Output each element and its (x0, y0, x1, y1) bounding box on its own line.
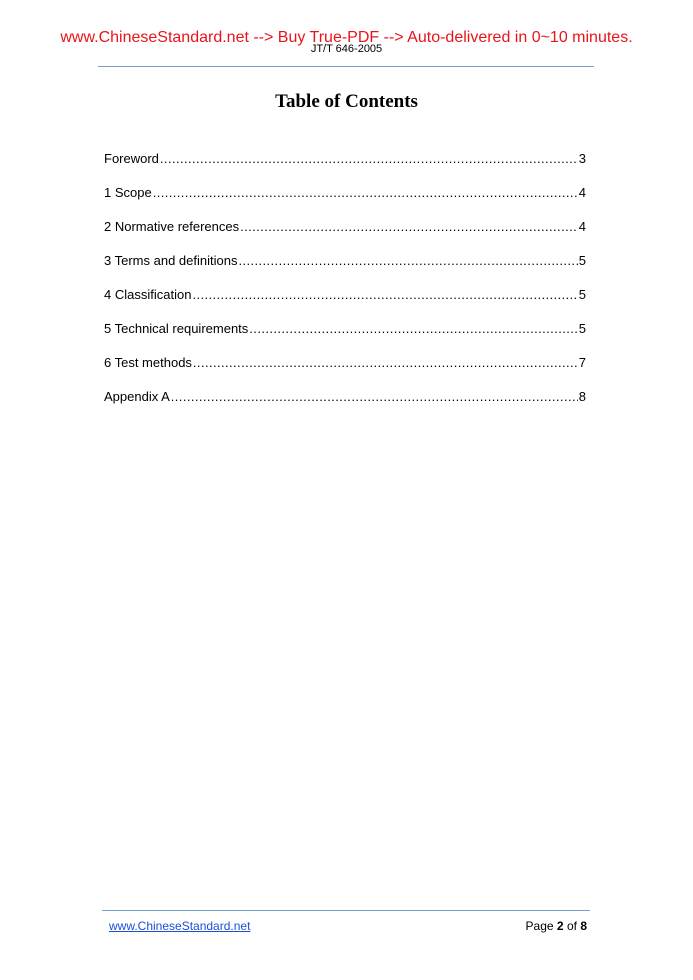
toc-entry-terms-and-definitions[interactable] (104, 252, 586, 286)
toc-entry-page: 4 (578, 219, 586, 234)
dot-leader (240, 218, 578, 236)
dot-leader (160, 150, 578, 168)
toc-title: Table of Contents (275, 91, 418, 112)
footer-website-link[interactable]: www.ChineseStandard.net (109, 919, 251, 933)
toc-entry-foreword[interactable] (104, 150, 586, 184)
toc-entry-page: 5 (578, 253, 586, 268)
toc-entry-label: 5 Technical requirements (104, 321, 249, 336)
toc-entry-appendix-a[interactable] (104, 388, 586, 422)
dot-leader (193, 354, 578, 372)
watermark-banner: www.ChineseStandard.net --> Buy True-PDF --> Auto-delivered in 0~10 minutes. (60, 29, 633, 46)
toc-entry-technical-requirements[interactable] (104, 320, 586, 354)
dot-leader (249, 320, 577, 338)
dot-leader (153, 184, 578, 202)
toc-entry-label: 3 Terms and definitions (104, 253, 238, 268)
toc-entry-page: 4 (578, 185, 586, 200)
toc-entry-page: 7 (578, 355, 586, 370)
toc-entry-page: 3 (578, 151, 586, 166)
toc-entry-page: 5 (578, 287, 586, 302)
dot-leader (171, 388, 578, 406)
toc-entry-page: 5 (578, 321, 586, 336)
toc-entry-label: Foreword (104, 151, 159, 166)
toc-entry-page: 8 (578, 389, 586, 404)
toc-entry-classification[interactable] (104, 286, 586, 320)
toc-list (104, 150, 586, 422)
header-divider (98, 66, 594, 67)
dot-leader (238, 252, 577, 270)
current-page-number: 2 (556, 919, 564, 933)
page-indicator (526, 919, 587, 934)
document-code: JT/T 646-2005 (310, 43, 383, 55)
dot-leader (192, 286, 577, 304)
toc-entry-label: 1 Scope (104, 185, 152, 200)
toc-entry-label: 4 Classification (104, 287, 192, 302)
toc-entry-scope[interactable] (104, 184, 586, 218)
page-of-label: of (566, 919, 577, 933)
toc-entry-label: 6 Test methods (104, 355, 192, 370)
toc-entry-test-methods[interactable] (104, 354, 586, 388)
page-label: Page (525, 919, 554, 933)
footer-divider (102, 910, 590, 911)
toc-entry-normative-references[interactable] (104, 218, 586, 252)
toc-entry-label: 2 Normative references (104, 219, 240, 234)
toc-entry-label: Appendix A (104, 389, 170, 404)
total-page-count: 8 (580, 919, 587, 933)
